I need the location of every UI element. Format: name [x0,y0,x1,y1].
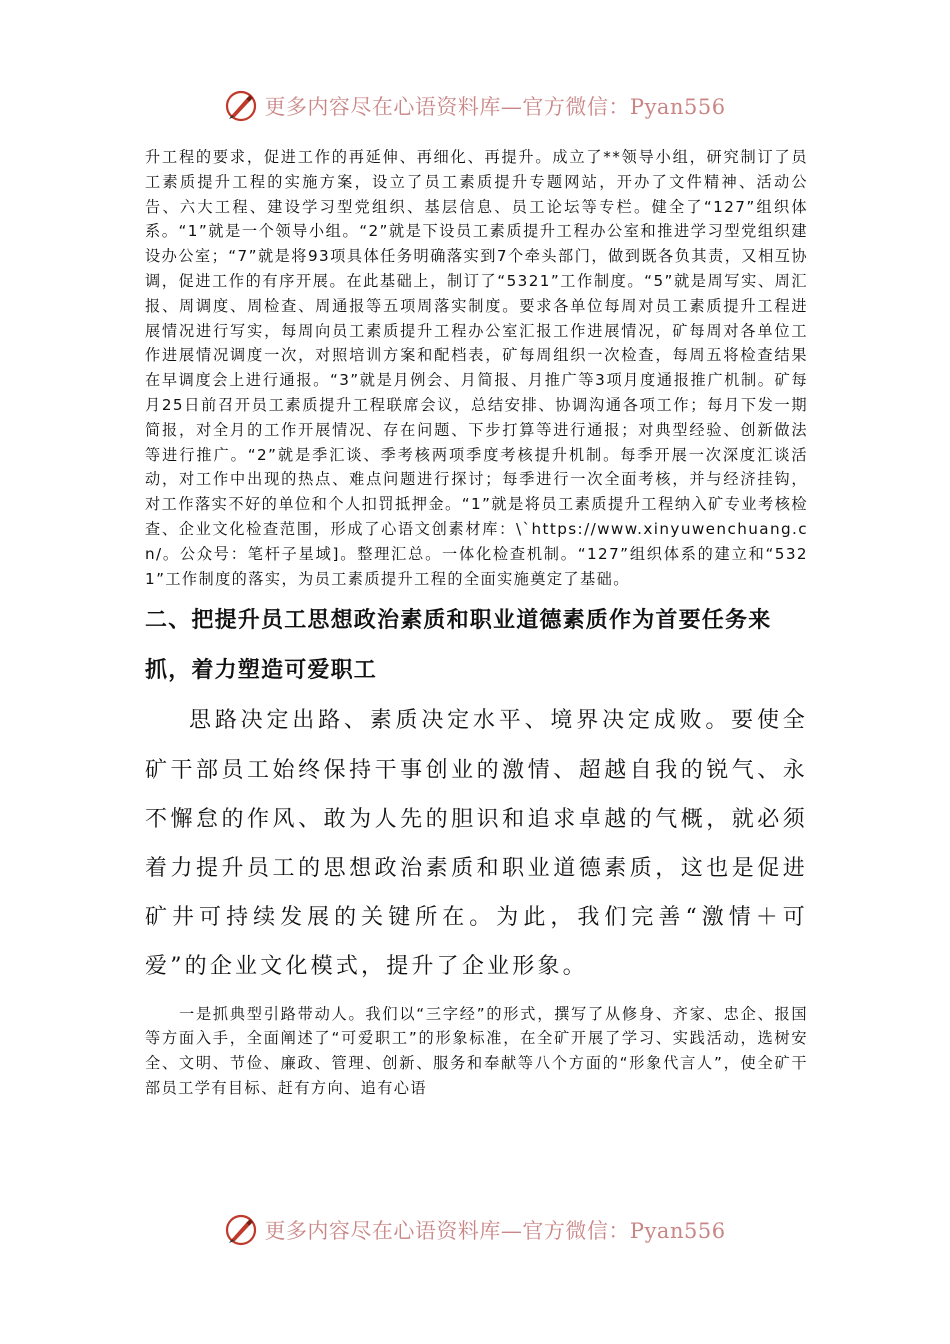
footer-banner-text: 更多内容尽在心语资料库—官方微信：Pyan556 [264,1219,726,1243]
pen-logo-icon [224,1213,258,1247]
header-banner [0,86,950,126]
body-paragraph: 升工程的要求，促进工作的再延伸、再细化、再提升。成立了**领导小组，研究制订了员工素质提升工程的实施方案，设立了员工素质提升专题网站，开办了文件精神、活动公告、六大工程、建设学习型党组织、基层信息、员工论坛等专栏。健全了“127”组织体系。“1”就是一个领导小组。“2”就是下设员工素质提升工程办公室和推进学习型党组织建设办公室；“7”就是将93项具体任务明确落实到7个牵头部门，做到既各负其责，又相互协调，促进工作的有序开展。在此基础上，制订了“5321”工作制度。“5”就是周写实、周汇报、周调度、周检查、周通报等五项周落实制度。要求各单位每周对员工素质提升工程进展情况进行写实，每周向员工素质提升工程办公室汇报工作进展情况，矿每周对各单位工作进展情况调度一次，对照培训方案和配档表，矿每周组织一次检查，每周五将检查结果在早调度会上进行通报。“3”就是月例会、月简报、月推广等3项月度通报推广机制。矿每月25日前召开员工素质提升工程联席会议，总结安排、协调沟通各项工作；每月下发一期简报，对全月的工作开展情况、存在问题、下步打算等进行通报；对典型经验、创新做法等进行推广。“2”就是季汇谈、季考核两项季度考核提升机制。每季开展一次深度汇谈活动，对工作中出现的热点、难点问题进行探讨；每季进行一次全面考核，并与经济挂钩，对工作落实不好的单位和个人扣罚抵押金。“1”就是将员工素质提升工程纳入矿专业考核检查、企业文化检查范围，形成了心语文创素材库：\`https://www.xinyuwenchuang.cn/。公众号：笔杆子星域]。整理汇总。一体化检查机制。“127”组织体系的建立和“5321”工作制度的落实，为员工素质提升工程的全面实施奠定了基础。 [145,148,808,588]
body-paragraph-large: 思路决定出路、素质决定水平、境界决定成败。要使全矿干部员工始终保持干事创业的激情、超越自我的锐气、永不懈怠的作风、敢为人先的胆识和追求卓越的气概，就必须着力提升员工的思想政治素质和职业道德素质，这也是促进矿井可持续发展的关键所在。为此，我们完善“激情＋可爱”的企业文化模式，提升了企业形象。 [145,708,808,980]
header-banner-text: 更多内容尽在心语资料库—官方微信：Pyan556 [264,95,726,119]
section-heading-wrap [145,596,808,696]
footer-banner [0,1210,950,1250]
document-body [145,145,808,1101]
pen-logo-icon [224,89,258,123]
body-paragraph: 一是抓典型引路带动人。我们以“三字经”的形式，撰写了从修身、齐家、忠企、报国等方面入手，全面阐述了“可爱职工”的形象标准，在全矿开展了学习、实践活动，选树安全、文明、节俭、廉政、管理、创新、服务和奉献等八个方面的“形象代言人”，使全矿干部员工学有目标、赶有方向、追有心语 [145,1004,808,1097]
section-heading: 二、把提升员工思想政治素质和职业道德素质作为首要任务来抓，着力塑造可爱职工 [145,608,772,684]
